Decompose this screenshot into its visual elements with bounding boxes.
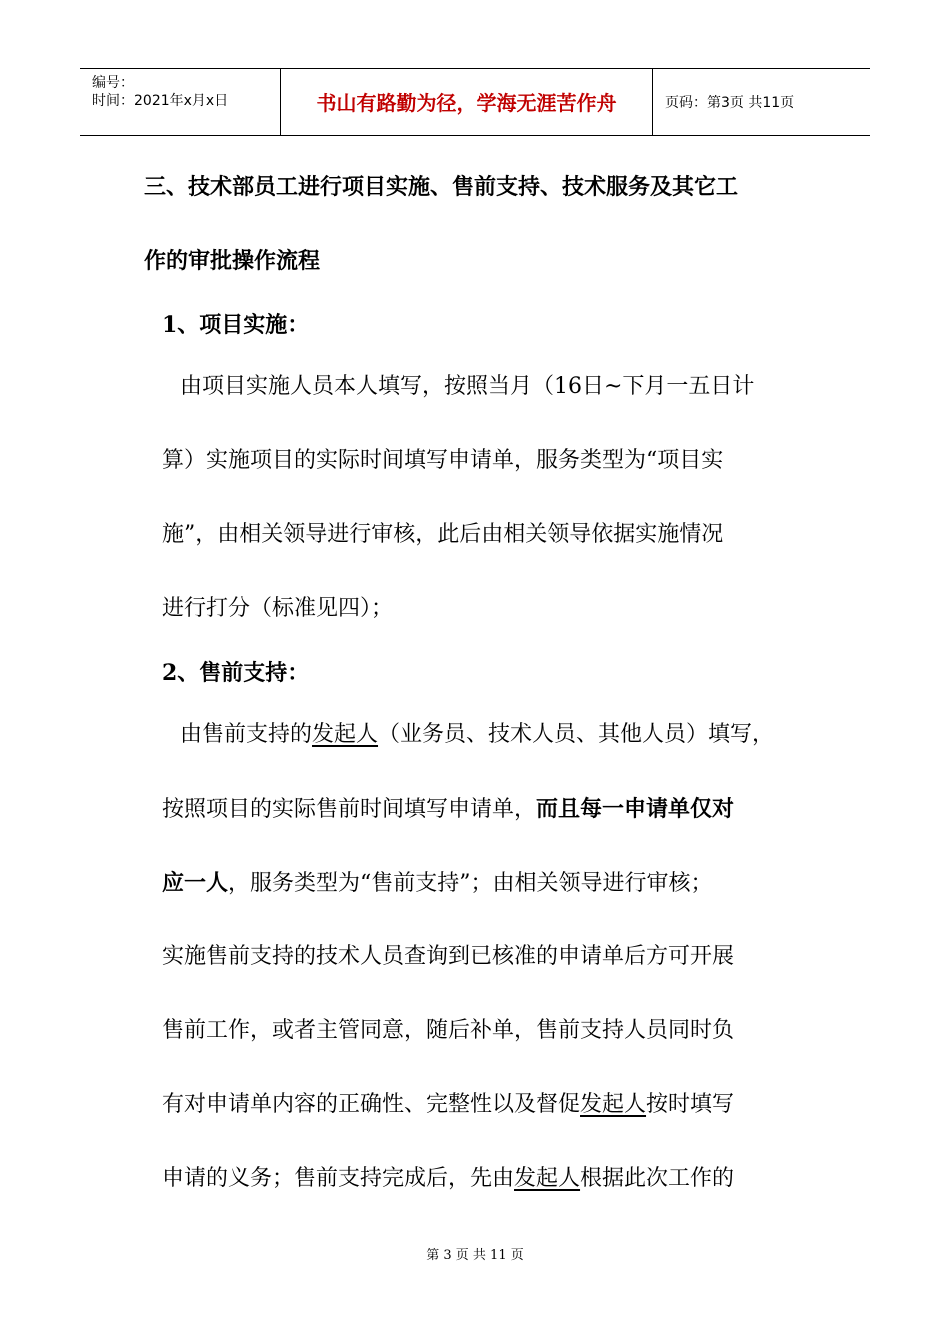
item2-line-6-suffix: 按时填写 (646, 1092, 735, 1117)
page-footer: 第 3 页 共 11 页 (426, 1248, 524, 1263)
initiator-term: 发起人 (580, 1092, 647, 1117)
doc-date-label: 时间：2021年x月x日 (92, 93, 229, 109)
section-title-line-2: 作的审批操作流程 (144, 248, 321, 274)
item2-line-3 (162, 868, 713, 899)
item2-line-4: 实施售前支持的技术人员查询到已核准的申请单后方可开展 (162, 944, 735, 969)
initiator-term: 发起人 (514, 1166, 581, 1191)
section-title-line-1: 三、技术部员工进行项目实施、售前支持、技术服务及其它工 (144, 174, 739, 200)
initiator-term: 发起人 (312, 722, 379, 747)
page-code: 页码：第3页 共11页 (665, 95, 795, 111)
item2-line-1 (180, 720, 774, 750)
item1-line-2: 算）实施项目的实际时间填写申请单，服务类型为“项目实 (162, 448, 724, 473)
item2-line-6 (162, 1090, 734, 1120)
item2-heading: 2、售前支持： (162, 660, 310, 686)
item1-line-1: 由项目实施人员本人填写，按照当月（16日~下月一五日计 (180, 374, 755, 399)
item2-line-2 (162, 794, 734, 825)
item2-line-3-normal: ，服务类型为“售前支持”；由相关领导进行审核； (228, 871, 713, 896)
doc-number-label: 编号： (92, 75, 134, 91)
item2-line-6-prefix: 有对申请单内容的正确性、完整性以及督促 (162, 1092, 581, 1117)
item2-line-3-bold: 应一人 (162, 870, 229, 896)
item2-line-1-suffix: （业务员、技术人员、其他人员）填写， (378, 722, 775, 747)
item2-line-2-bold: 而且每一申请单仅对 (536, 796, 735, 822)
item2-line-2-normal: 按照项目的实际售前时间填写申请单， (162, 797, 537, 822)
item2-line-7 (162, 1164, 734, 1194)
item2-line-7-suffix: 根据此次工作的 (580, 1166, 735, 1191)
item2-line-7-prefix: 申请的义务；售前支持完成后，先由 (162, 1166, 515, 1191)
item1-line-4: 进行打分（标准见四）； (162, 596, 394, 621)
item1-heading: 1、项目实施： (162, 312, 310, 338)
motto-text: 书山有路勤为径，学海无涯苦作舟 (316, 91, 617, 115)
item1-line-3: 施”，由相关领导进行审核，此后由相关领导依据实施情况 (162, 522, 724, 547)
item2-line-1-prefix: 由售前支持的 (180, 722, 313, 747)
item2-line-5: 售前工作，或者主管同意，随后补单，售前支持人员同时负 (162, 1018, 735, 1043)
